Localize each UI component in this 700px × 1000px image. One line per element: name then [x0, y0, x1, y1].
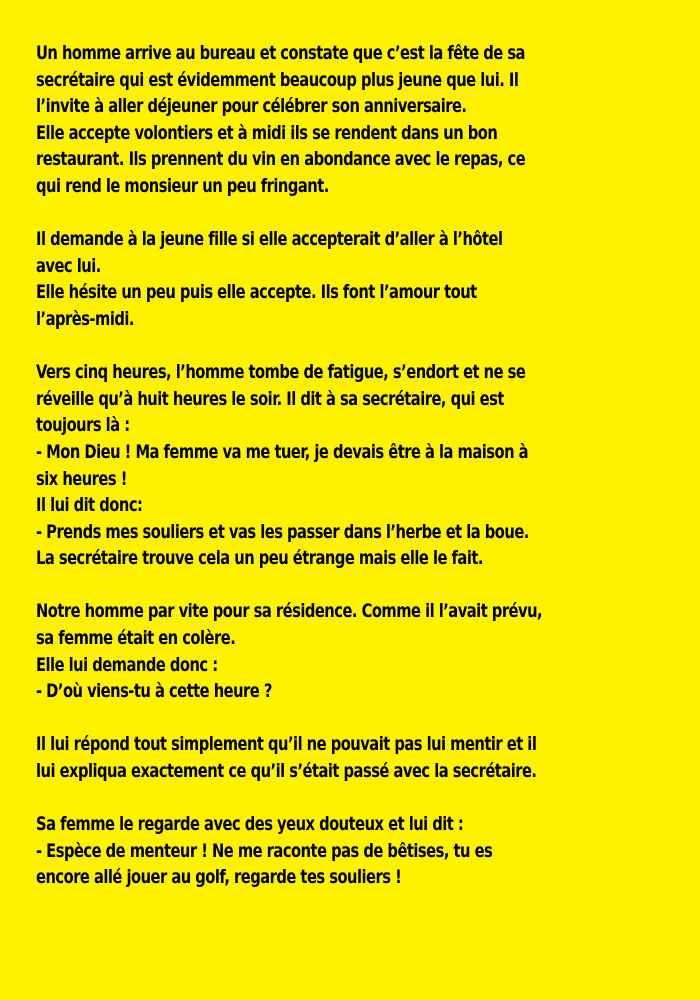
story-line: Elle accepte volontiers et à midi ils se rendent dans un bon: [36, 121, 498, 144]
story-paragraph: [36, 359, 664, 572]
story-line: - Mon Dieu ! Ma femme va me tuer, je devais être à la maison à: [36, 440, 529, 463]
story-line: - Espèce de menteur ! Ne me raconte pas de bêtises, tu es: [36, 839, 493, 862]
story-line: Elle lui demande donc :: [36, 653, 218, 676]
story-line: qui rend le monsieur un peu fringant.: [36, 174, 329, 197]
story-line: toujours là :: [36, 414, 130, 437]
story-line: l’après-midi.: [36, 307, 134, 330]
story-line: La secrétaire trouve cela un peu étrange mais elle le fait.: [36, 547, 483, 570]
story-line: sa femme était en colère.: [36, 627, 236, 650]
story-line: Notre homme par vite pour sa résidence. Comme il l’avait prévu,: [36, 600, 543, 623]
story-line: Elle hésite un peu puis elle accepte. Ils font l’amour tout: [36, 281, 477, 304]
story-line: Un homme arrive au bureau et constate que c’est la fête de sa: [36, 42, 525, 64]
story-paragraph: [36, 598, 664, 704]
story-line: - Prends mes souliers et vas les passer dans l’herbe et la boue.: [36, 520, 529, 543]
story-line: réveille qu’à huit heures le soir. Il dit à sa secrétaire, qui est: [36, 387, 504, 410]
story-line: encore allé jouer au golf, regarde tes souliers !: [36, 866, 402, 889]
story-line: Il demande à la jeune fille si elle accepterait d’aller à l’hôtel: [36, 228, 503, 251]
story-line: avec lui.: [36, 254, 101, 277]
story-paragraph: [36, 40, 664, 200]
story-line: Sa femme le regarde avec des yeux douteux et lui dit :: [36, 813, 464, 836]
story-line: restaurant. Ils prennent du vin en abondance avec le repas, ce: [36, 148, 526, 171]
story-line: lui expliqua exactement ce qu’il s’était passé avec la secrétaire.: [36, 760, 537, 783]
story-line: Vers cinq heures, l’homme tombe de fatigue, s’endort et ne se: [36, 361, 526, 384]
story-line: secrétaire qui est évidemment beaucoup plus jeune que lui. Il: [36, 68, 519, 91]
story-line: - D’où viens-tu à cette heure ?: [36, 680, 272, 703]
story-paragraph: [36, 731, 664, 784]
story-paragraph: [36, 811, 664, 891]
story-line: six heures !: [36, 467, 127, 490]
story-paragraph: [36, 226, 664, 332]
story-line: Il lui dit donc:: [36, 494, 143, 517]
story-text: [36, 40, 664, 891]
story-line: l’invite à aller déjeuner pour célébrer son anniversaire.: [36, 95, 467, 118]
story-line: Il lui répond tout simplement qu’il ne pouvait pas lui mentir et il: [36, 733, 537, 756]
